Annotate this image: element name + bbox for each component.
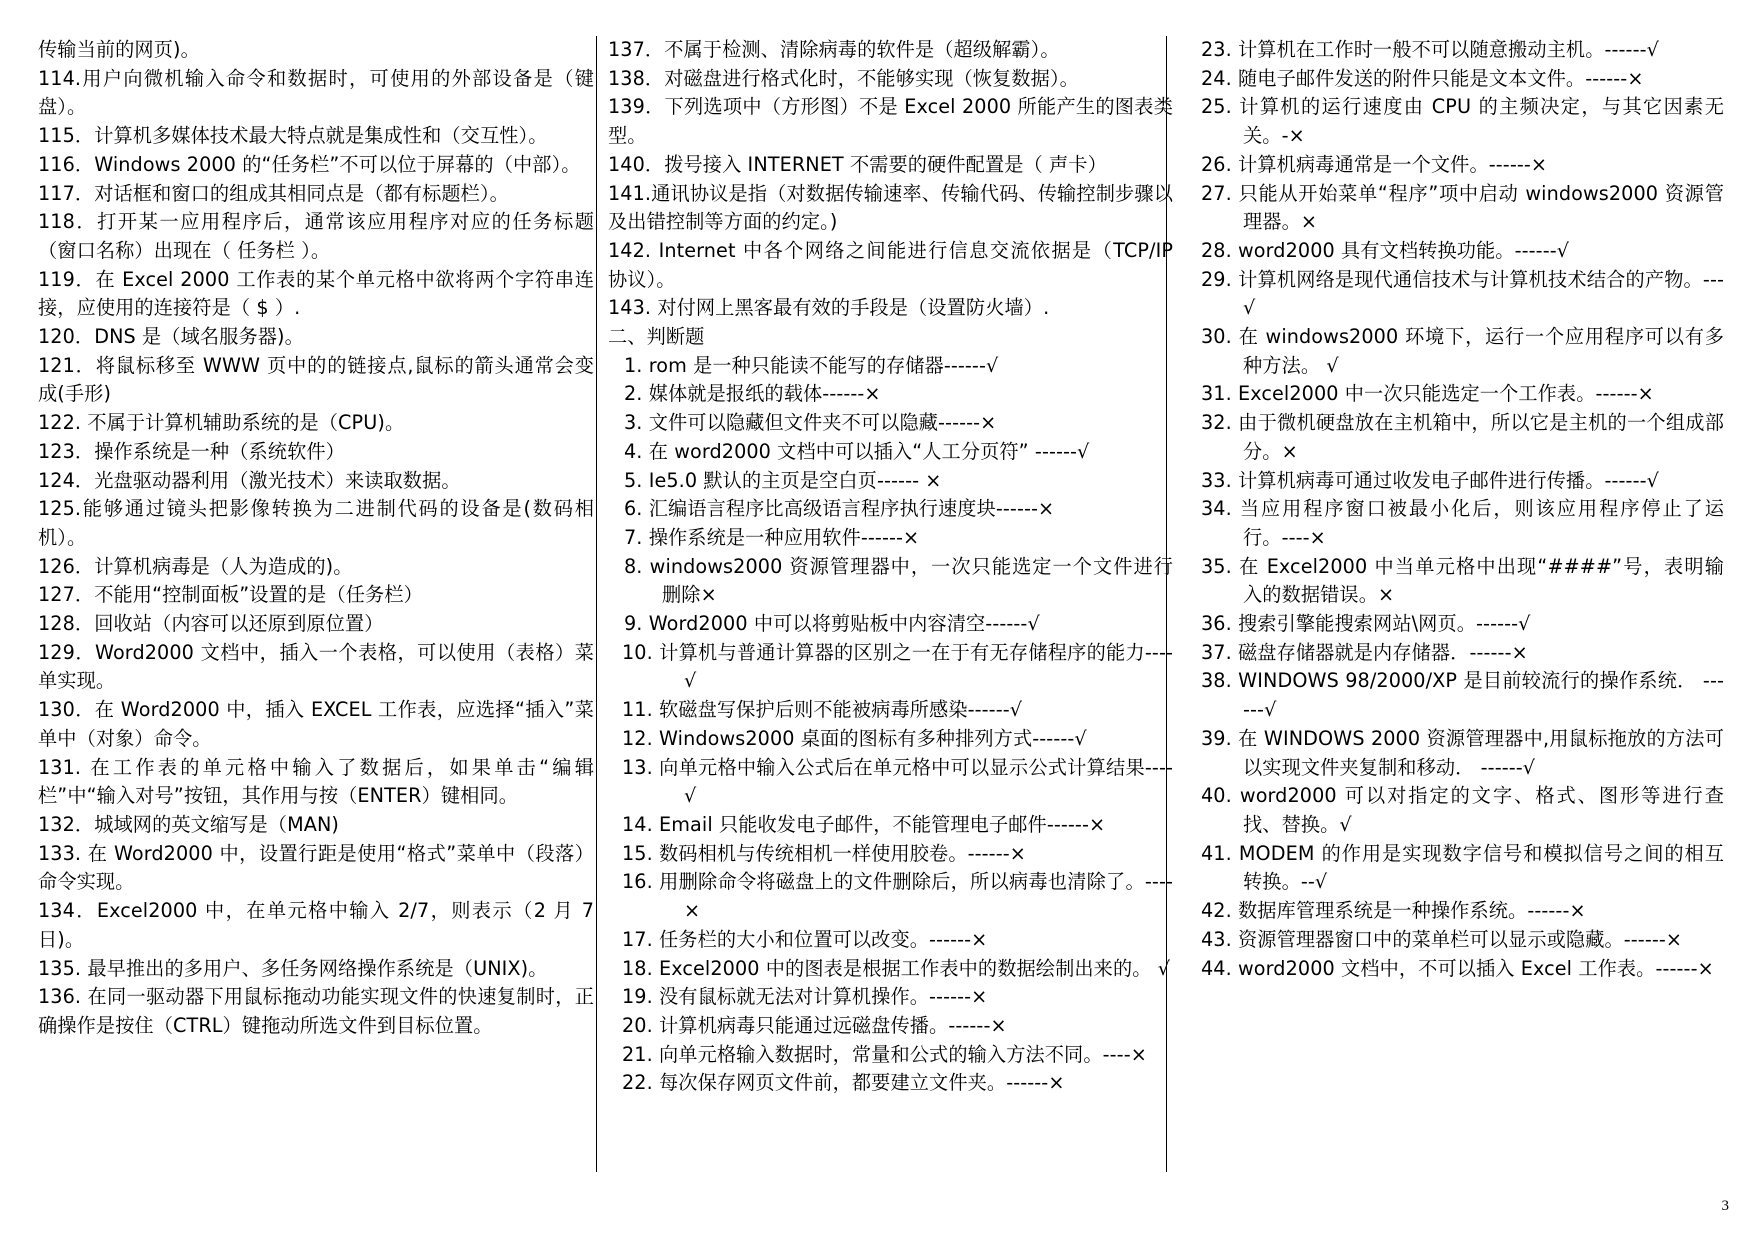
- list-item: 41. MODEM 的作用是实现数字信号和模拟信号之间的相互转换。--√: [1201, 841, 1724, 894]
- list-item: 132．城域网的英文缩写是（MAN): [38, 812, 340, 836]
- list-item: 22. 每次保存网页文件前，都要建立文件夹。------×: [622, 1071, 1065, 1095]
- list-item: 23. 计算机在工作时一般不可以随意搬动主机。------√: [1201, 38, 1659, 61]
- list-item: 39. 在 WINDOWS 2000 资源管理器中,用鼠标拖放的方法可以实现文件夹复制和移动． ------√: [1201, 726, 1724, 779]
- column-divider: [596, 36, 597, 1172]
- list-item: 15. 数码相机与传统相机一样使用胶卷。------×: [622, 841, 1026, 865]
- list-item: 120．DNS 是（域名服务器)。: [38, 325, 304, 349]
- column-1: [38, 36, 594, 1176]
- list-item: 7. 操作系统是一种应用软件------×: [624, 525, 920, 549]
- list-item: 116．Windows 2000 的“任务栏”不可以位于屏幕的（中部）。: [38, 152, 581, 176]
- list-item: 25. 计算机的运行速度由 CPU 的主频决定，与其它因素无关。-×: [1201, 95, 1724, 148]
- list-item: 24. 随电子邮件发送的附件只能是文本文件。------×: [1201, 66, 1644, 90]
- list-item: 141.通讯协议是指（对数据传输速率、传输代码、传输控制步骤以及出错控制等方面的约定。): [608, 181, 1173, 234]
- list-item: 20. 计算机病毒只能通过远磁盘传播。------×: [622, 1013, 1007, 1037]
- list-item: 133. 在 Word2000 中，设置行距是使用“格式”菜单中（段落）命令实现。: [38, 841, 594, 894]
- list-item: 122. 不属于计算机辅助系统的是（CPU)。: [38, 411, 405, 435]
- list-item: 6. 汇编语言程序比高级语言程序执行速度块------×: [624, 497, 1055, 521]
- list-item: 27. 只能从开始菜单“程序”项中启动 windows2000 资源管理器。×: [1201, 181, 1724, 234]
- page-number: 3: [1721, 1198, 1729, 1214]
- list-item: 119．在 Excel 2000 工作表的某个单元格中欲将两个字符串连接，应使用的连接符是（ $ ）.: [38, 267, 594, 320]
- list-item: 2. 媒体就是报纸的载体------×: [624, 382, 881, 406]
- list-item: 115．计算机多媒体技术最大特点就是集成性和（交互性）。: [38, 124, 548, 148]
- list-item: 18. Excel2000 中的图表是根据工作表中的数据绘制出来的。 √: [622, 956, 1171, 980]
- list-item: 13. 向单元格中输入公式后在单元格中可以显示公式计算结果----√: [622, 755, 1173, 808]
- section-heading: 二、判断题: [608, 325, 705, 349]
- list-item: 14. Email 只能收发电子邮件，不能管理电子邮件------×: [622, 812, 1106, 836]
- list-item: 118．打开某一应用程序后，通常该应用程序对应的任务标题（窗口名称）出现在（ 任务栏 ）。: [38, 210, 594, 262]
- list-item: 142. Internet 中各个网络之间能进行信息交流依据是（TCP/IP 协议）。: [608, 238, 1173, 291]
- list-item: 123．操作系统是一种（系统软件）: [38, 439, 345, 463]
- list-item: 124．光盘驱动器利用（激光技术）来读取数据。: [38, 468, 461, 492]
- list-item: 37. 磁盘存储器就是内存储器．------×: [1201, 640, 1528, 664]
- list-item: 26. 计算机病毒通常是一个文件。------×: [1201, 152, 1548, 176]
- list-item: 114.用户向微机输入命令和数据时，可使用的外部设备是（键盘）。: [38, 66, 594, 119]
- judgment-list: [608, 352, 1173, 1098]
- list-item: 128．回收站（内容可以还原到原位置）: [38, 612, 384, 636]
- list-item: 129．Word2000 文档中，插入一个表格，可以使用（表格）菜单实现。: [38, 640, 594, 693]
- column-3: [1179, 36, 1724, 1176]
- list-item: 28. word2000 具有文档转换功能。------√: [1201, 238, 1570, 262]
- list-item: 35. 在 Excel2000 中当单元格中出现“####”号，表明输入的数据错误。×: [1201, 554, 1724, 607]
- question-list: [608, 36, 1173, 323]
- list-item: 43. 资源管理器窗口中的菜单栏可以显示或隐藏。------×: [1201, 927, 1683, 951]
- list-item: 34. 当应用程序窗口被最小化后，则该应用程序停止了运行。----×: [1201, 497, 1724, 549]
- list-item: 9. Word2000 中可以将剪贴板中内容清空------√: [624, 612, 1040, 636]
- list-item: 19. 没有鼠标就无法对计算机操作。------×: [622, 985, 988, 1009]
- list-item: 12. Windows2000 桌面的图标有多种排列方式------√: [622, 726, 1087, 750]
- list-item: 11. 软磁盘写保护后则不能被病毒所感染------√: [622, 698, 1023, 722]
- list-item: 125.能够通过镜头把影像转换为二进制代码的设备是(数码相机）。: [38, 497, 594, 549]
- list-item: 121．将鼠标移至 WWW 页中的的链接点,鼠标的箭头通常会变成(手形): [38, 353, 594, 406]
- list-item: 134．Excel2000 中，在单元格中输入 2/7，则表示（2 月 7 日)。: [38, 899, 594, 951]
- list-item: 30. 在 windows2000 环境下，运行一个应用程序可以有多种方法。 √: [1201, 325, 1724, 377]
- list-item: 136. 在同一驱动器下用鼠标拖动功能实现文件的快速复制时，正确操作是按住（CTRL）键拖动所选文件到目标位置。: [38, 985, 594, 1037]
- list-item: 29. 计算机网络是现代通信技术与计算机技术结合的产物。---√: [1201, 267, 1724, 320]
- list-item: 8. windows2000 资源管理器中，一次只能选定一个文件进行删除×: [624, 554, 1173, 607]
- list-item: 3. 文件可以隐藏但文件夹不可以隐藏------×: [624, 411, 997, 435]
- list-item: 126．计算机病毒是（人为造成的)。: [38, 554, 353, 578]
- list-item: 1. rom 是一种只能读不能写的存储器------√: [624, 353, 999, 377]
- list-item: 130．在 Word2000 中，插入 EXCEL 工作表，应选择“插入”菜单中（对象）命令。: [38, 698, 594, 750]
- list-item: 38. WINDOWS 98/2000/XP 是目前较流行的操作系统． ------√: [1201, 669, 1724, 722]
- list-item: 17. 任务栏的大小和位置可以改变。------×: [622, 927, 988, 951]
- list-item: 137．不属于检测、清除病毒的软件是（超级解霸）。: [608, 38, 1060, 61]
- list-item: 138．对磁盘进行格式化时，不能够实现（恢复数据）。: [608, 66, 1079, 90]
- column-divider: [1166, 36, 1167, 1172]
- column-2: [608, 36, 1173, 1176]
- list-item: 143. 对付网上黑客最有效的手段是（设置防火墙）.: [608, 296, 1050, 320]
- list-item: 131. 在工作表的单元格中输入了数据后，如果单击“编辑栏”中“输入对号”按钮，其作用与按（ENTER）键相同。: [38, 755, 594, 808]
- list-item: 33. 计算机病毒可通过收发电子邮件进行传播。------√: [1201, 468, 1659, 492]
- list-item: 10. 计算机与普通计算器的区别之一在于有无存储程序的能力----√: [622, 640, 1173, 693]
- list-item: 21. 向单元格输入数据时，常量和公式的输入方法不同。----×: [622, 1042, 1147, 1066]
- list-item: 127．不能用“控制面板”设置的是（任务栏）: [38, 583, 423, 607]
- list-item: 传输当前的网页)。: [38, 38, 200, 61]
- list-item: 16. 用删除命令将磁盘上的文件删除后，所以病毒也清除了。----×: [622, 870, 1173, 923]
- list-item: 135. 最早推出的多用户、多任务网络操作系统是（UNIX)。: [38, 956, 548, 980]
- list-item: 140．拨号接入 INTERNET 不需要的硬件配置是（ 声卡）: [608, 152, 1107, 176]
- list-item: 117．对话框和窗口的组成其相同点是（都有标题栏）。: [38, 181, 509, 205]
- list-item: 44. word2000 文档中，不可以插入 Excel 工作表。------×: [1201, 956, 1714, 980]
- list-item: 40. word2000 可以对指定的文字、格式、图形等进行查找、替换。√: [1201, 784, 1724, 836]
- list-item: 36. 搜索引擎能搜索网站\网页。------√: [1201, 612, 1531, 636]
- list-item: 42. 数据库管理系统是一种操作系统。------×: [1201, 899, 1586, 923]
- document-page: [38, 36, 1733, 1176]
- list-item: 5. Ie5.0 默认的主页是空白页------ ×: [624, 468, 942, 492]
- list-item: 4. 在 word2000 文档中可以插入“人工分页符” ------√: [624, 439, 1090, 463]
- list-item: 139．下列选项中（方形图）不是 Excel 2000 所能产生的图表类型。: [608, 95, 1173, 148]
- list-item: 31. Excel2000 中一次只能选定一个工作表。------×: [1201, 382, 1654, 406]
- list-item: 32. 由于微机硬盘放在主机箱中，所以它是主机的一个组成部分。×: [1201, 411, 1724, 463]
